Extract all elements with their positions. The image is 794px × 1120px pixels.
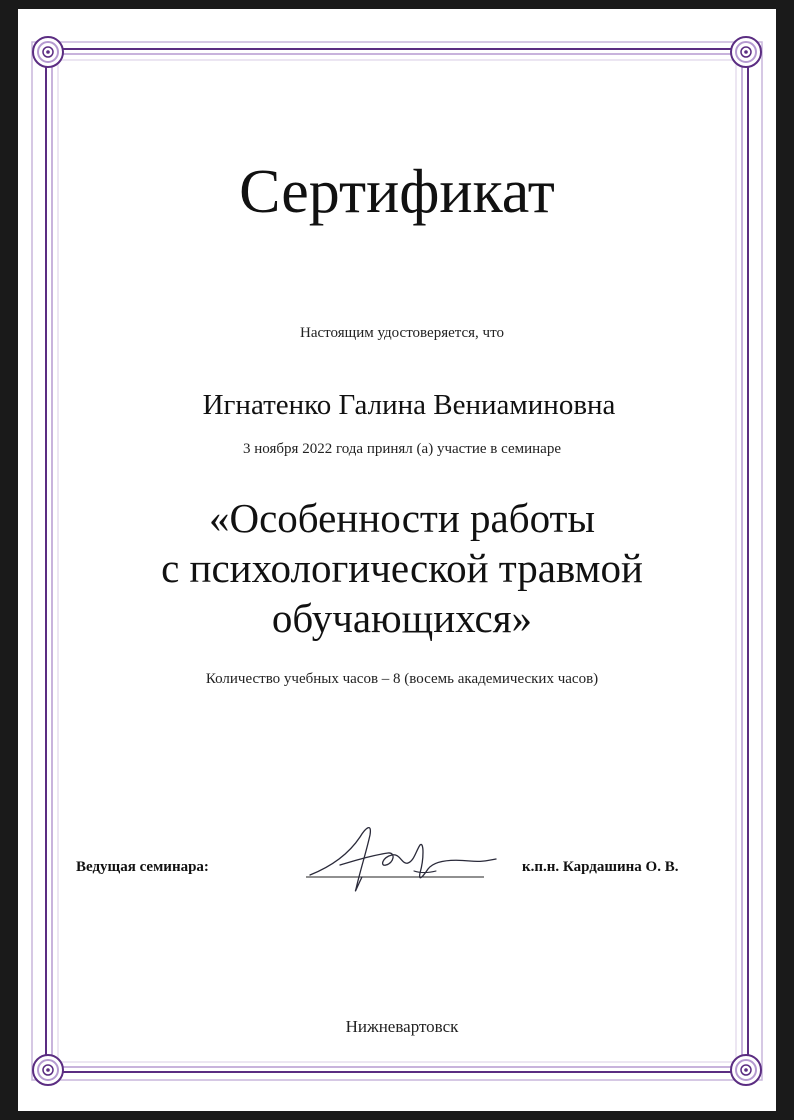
participation-date-text: 3 ноября 2022 года принял (а) участие в семинаре xyxy=(243,441,561,457)
seminar-topic-line: обучающихся» xyxy=(271,595,533,641)
corner-rosette-icon xyxy=(30,34,66,70)
corner-rosette-icon xyxy=(728,34,764,70)
host-name: к.п.н. Кардашина О. В. xyxy=(522,859,679,875)
signature-drawing xyxy=(300,815,500,907)
seminar-topic-line: «Особенности работы xyxy=(208,495,596,541)
intro-text: Настоящим удостоверяется, что xyxy=(300,325,504,341)
corner-rosette-icon xyxy=(30,1052,66,1088)
certificate-title: Сертификат xyxy=(239,158,555,226)
host-label: Ведущая семинара: xyxy=(76,859,209,875)
certificate-sheet xyxy=(18,9,776,1111)
hours-text: Количество учебных часов – 8 (восемь академических часов) xyxy=(205,671,599,687)
corner-rosette-icon xyxy=(728,1052,764,1088)
seminar-topic-line: с психологической травмой xyxy=(161,545,643,591)
seminar-topic xyxy=(18,493,786,643)
city-name: Нижневартовск xyxy=(345,1017,459,1036)
recipient-name: Игнатенко Галина Вениаминовна xyxy=(202,389,616,421)
